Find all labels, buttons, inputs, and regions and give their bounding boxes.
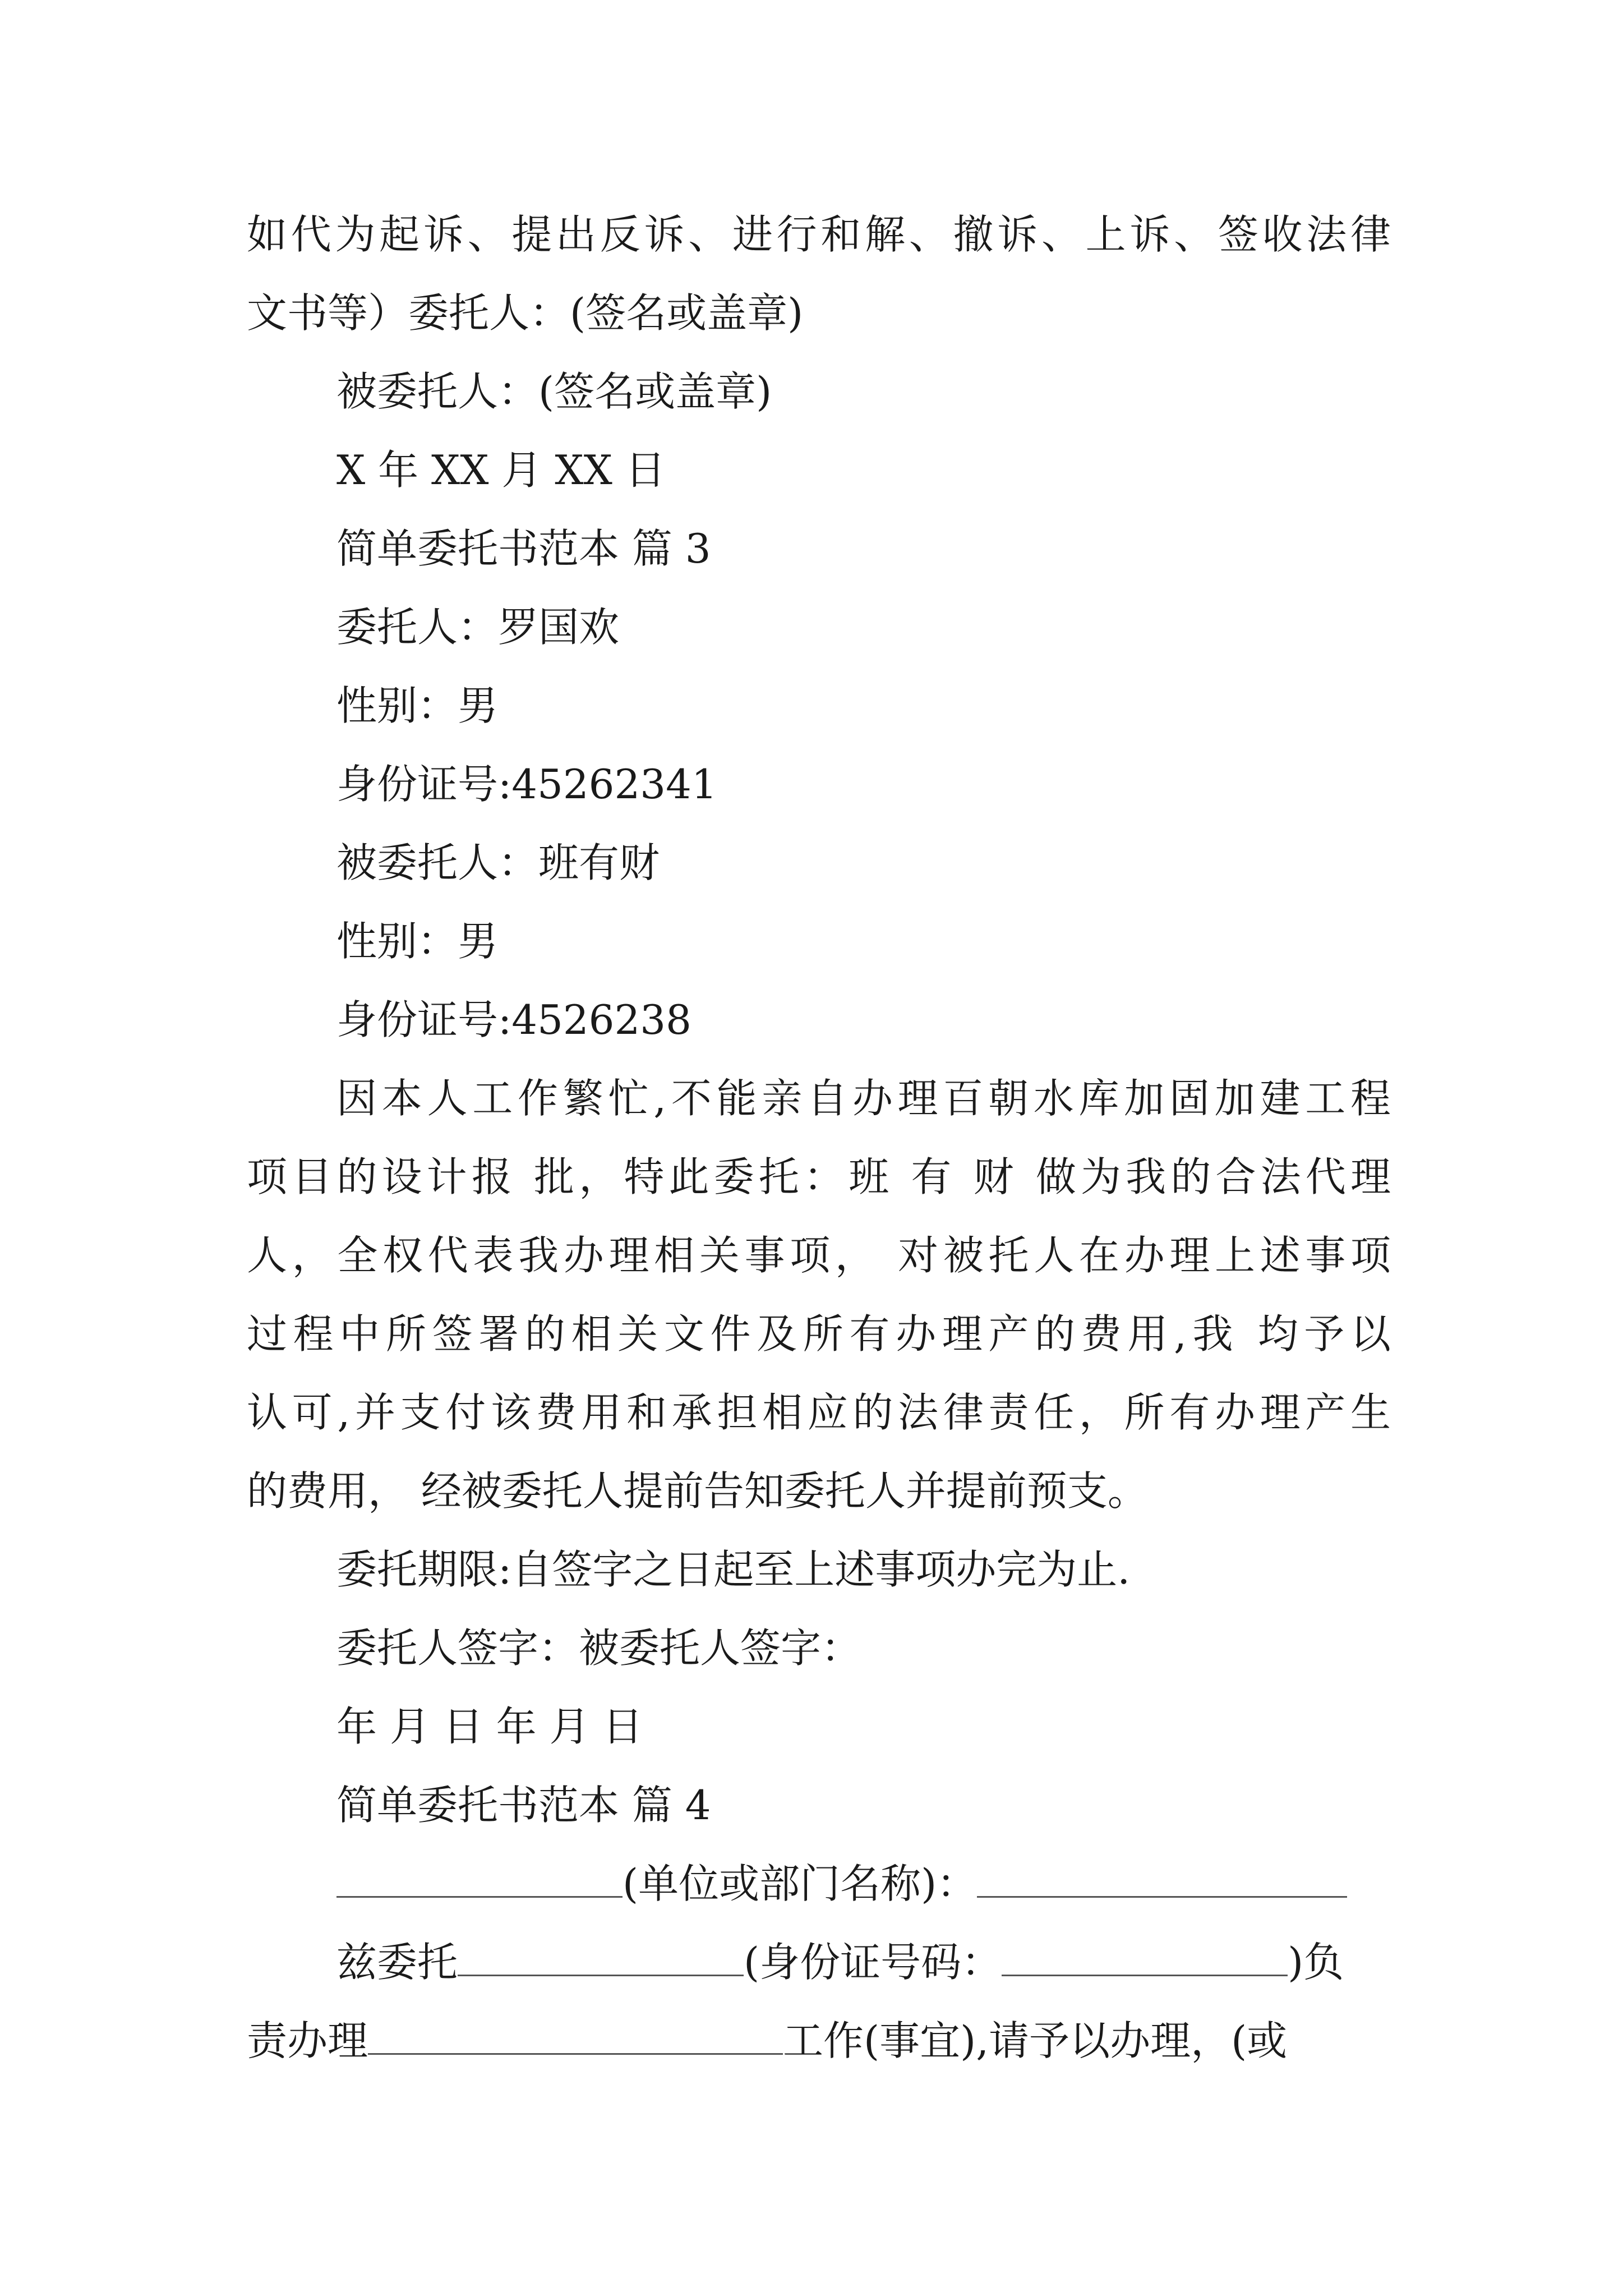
paragraph-line: 人，全权代表我办理相关事项， 对被托人在办理上述事项 xyxy=(247,1232,1391,1279)
entrust-label: 兹委托 xyxy=(336,1939,458,1986)
date-line: 年 月 日 年 月 日 xyxy=(336,1703,643,1750)
paragraph-line: 文书等）委托人：(签名或盖章) xyxy=(247,289,804,337)
section-title: 简单委托书范本 篇 3 xyxy=(336,525,711,572)
responsibility-line xyxy=(247,2013,1287,2069)
paragraph-line: 项目的设计报 批，特此委托：班 有 财 做为我的合法代理 xyxy=(247,1153,1391,1200)
agent-id: 身份证号:4526238 xyxy=(336,996,691,1043)
agent-gender: 性别：男 xyxy=(336,918,499,965)
term-line: 委托期限:自签字之日起至上述事项办完为止. xyxy=(336,1546,1131,1593)
section-title: 简单委托书范本 篇 4 xyxy=(336,1782,711,1829)
responsibility-label: 责办理 xyxy=(247,2017,368,2064)
principal-gender: 性别：男 xyxy=(336,682,499,729)
signature-line: 被委托人：(签名或盖章) xyxy=(336,368,772,415)
blank-field xyxy=(368,2014,783,2055)
signature-line: 委托人签字：被委托人签字： xyxy=(336,1625,862,1672)
paragraph-line: 的费用， 经被委托人提前告知委托人并提前预支。 xyxy=(247,1467,1148,1515)
paragraph-line: 过程中所签署的相关文件及所有办理产的费用,我 均予以 xyxy=(247,1310,1391,1358)
blank-field xyxy=(458,1935,744,1976)
id-label: (身份证号码： xyxy=(744,1939,1002,1986)
entrust-line xyxy=(336,1934,1344,1990)
agent-name: 被委托人：班有财 xyxy=(336,839,660,886)
paragraph-line: 如代为起诉、提出反诉、进行和解、撤诉、上诉、签收法律 xyxy=(247,211,1391,258)
document-page xyxy=(247,0,1391,2296)
entrust-tail: )负 xyxy=(1288,1939,1344,1986)
blank-field xyxy=(977,1857,1347,1898)
responsibility-tail: 工作(事宜),请予以办理，(或 xyxy=(783,2017,1288,2064)
blank-field xyxy=(1002,1935,1288,1976)
paragraph-line: 因本人工作繁忙,不能亲自办理百朝水库加固加建工程 xyxy=(336,1075,1391,1122)
department-label: (单位或部门名称)： xyxy=(623,1860,978,1907)
paragraph-line: 认可,并支付该费用和承担相应的法律责任，所有办理产生 xyxy=(247,1389,1391,1436)
principal-id: 身份证号:45262341 xyxy=(336,761,717,808)
principal-name: 委托人：罗国欢 xyxy=(336,604,620,651)
blank-field xyxy=(336,1857,623,1898)
department-line xyxy=(336,1856,1347,1912)
date-line: X 年 XX 月 XX 日 xyxy=(336,447,666,494)
